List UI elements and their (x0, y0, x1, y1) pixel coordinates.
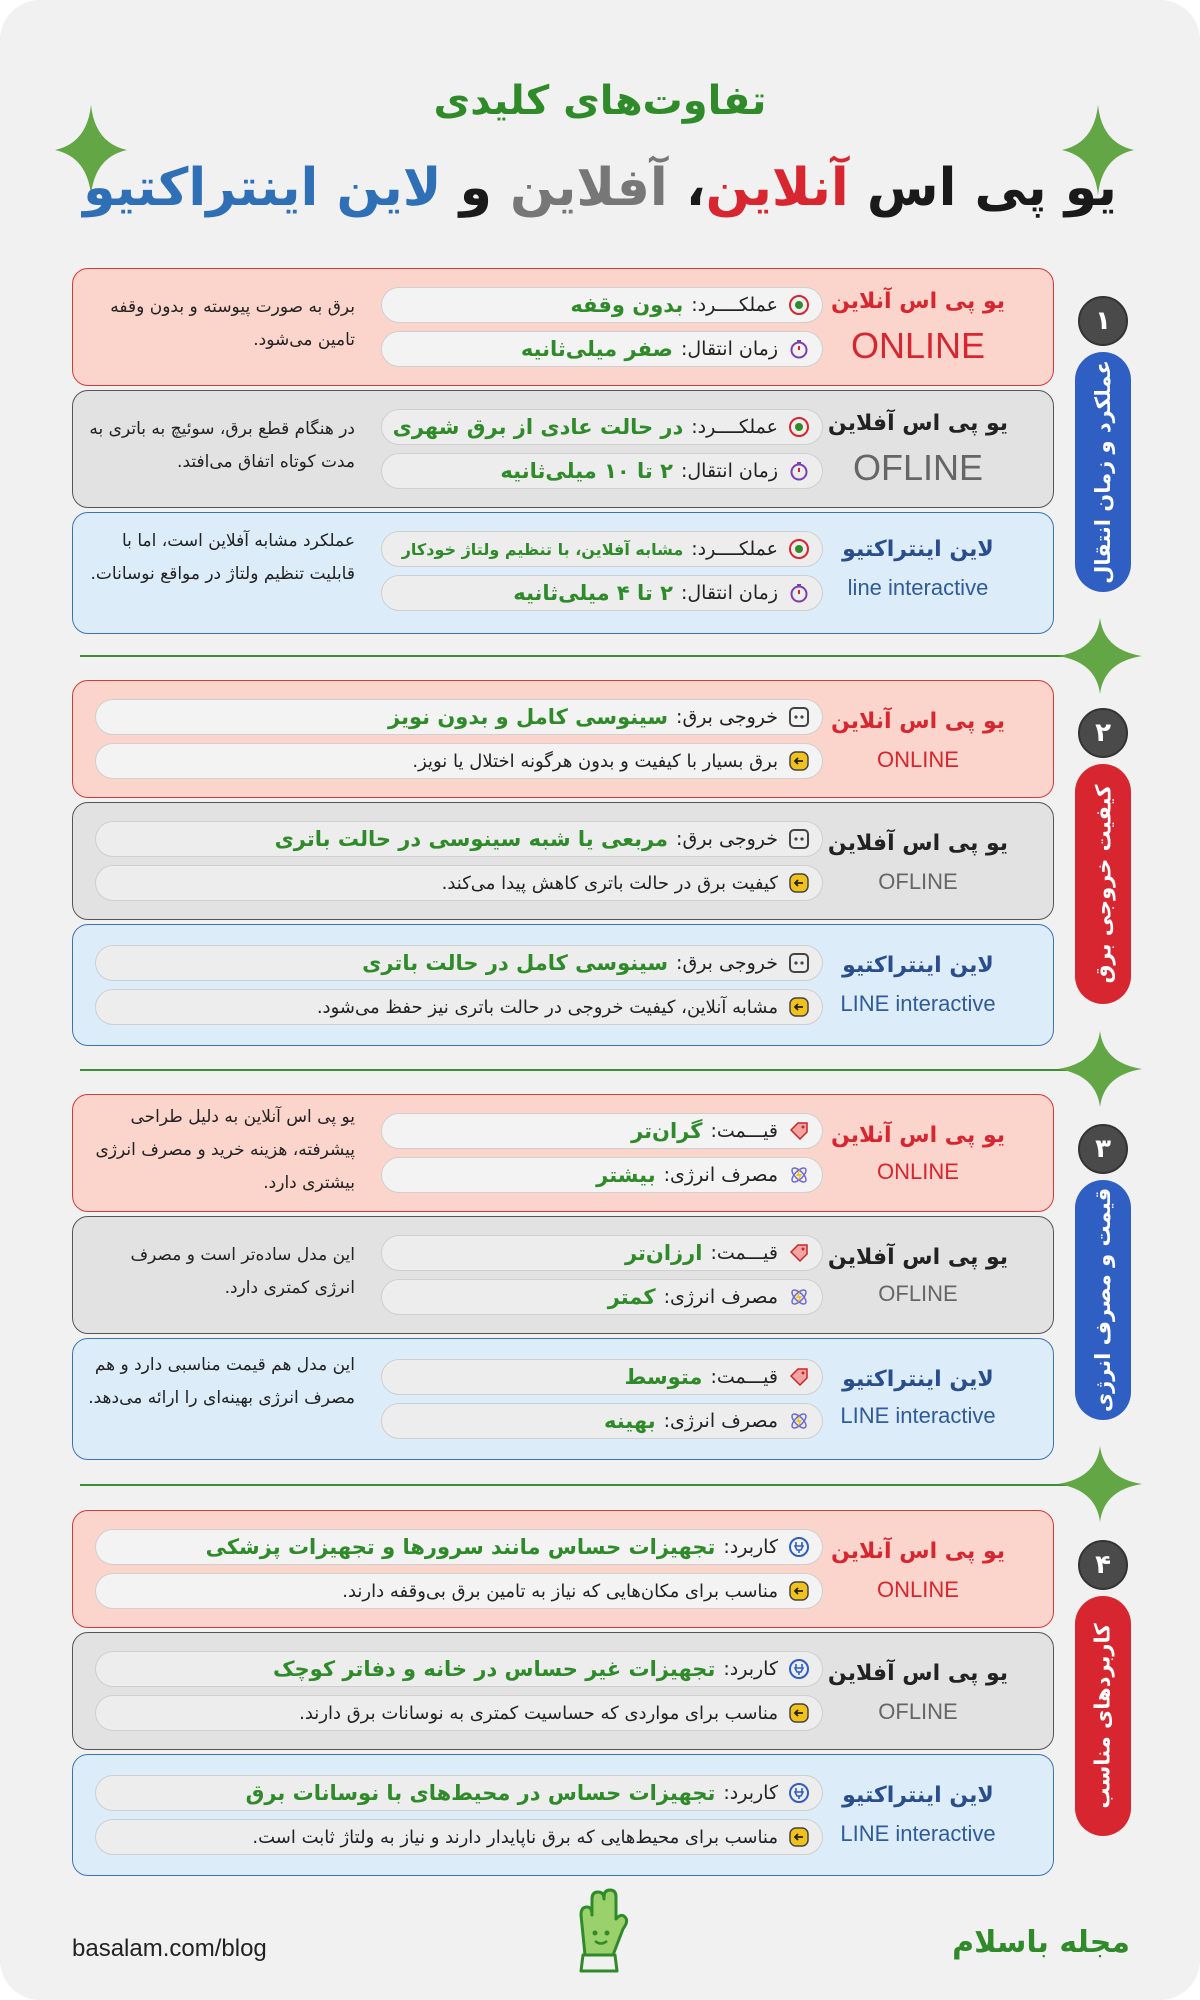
arrow-left-icon (788, 1702, 810, 1724)
card-subtitle: OFLINE (852, 447, 984, 488)
card-line-interactive (72, 512, 1054, 634)
plug-icon (788, 1536, 810, 1558)
info-row: عملکــــرد: در حالت عادی از برق شهری (381, 409, 823, 445)
card-note: در هنگام قطع برق، سوئیچ به باتری به مدت کوتاه اتفاق می‌افتد. (89, 419, 355, 472)
section-tab-price-energy: قیمت و مصرف انرژی (1075, 1180, 1131, 1420)
section-tab-applications: کاربردهای مناسب (1075, 1596, 1131, 1836)
card-note: عملکرد مشابه آفلاین است، اما با قابلیت تنظیم ولتاژ در مواقع نوسانات. (90, 531, 355, 584)
card-title: یو پی اس آنلاین (830, 1539, 1005, 1564)
info-row: مناسب برای مکان‌هایی که نیاز به تامین برق بی‌وقفه دارند. (95, 1573, 823, 1609)
power-outlet-icon (788, 952, 810, 974)
section-number: ۳ (1078, 1124, 1128, 1174)
plug-icon (788, 1782, 810, 1804)
price-tag-icon (788, 1366, 810, 1388)
card-subtitle: LINE interactive (840, 1403, 996, 1428)
info-row: زمان انتقال: ۲ تا ۴ میلی‌ثانیه (381, 575, 823, 611)
info-row: خروجی برق: سینوسی کامل در حالت باتری (95, 945, 823, 981)
card-line-interactive (72, 924, 1054, 1046)
card-title: یو پی اس آفلاین (827, 831, 1009, 856)
card-title: لاین اینتراکتیو (842, 1783, 994, 1808)
section-tab-output-quality: کیفیت خروجی برق (1075, 764, 1131, 1004)
card-title: لاین اینتراکتیو (842, 1367, 994, 1392)
energy-icon (788, 1286, 810, 1308)
card-subtitle: ONLINE (850, 325, 986, 366)
info-row: کاربرد: تجهیزات حساس مانند سرورها و تجهیزات پزشکی (95, 1529, 823, 1565)
card-title: یو پی اس آفلاین (827, 1661, 1009, 1686)
section-output-quality (72, 680, 1062, 1052)
info-row: عملکــــرد: مشابه آفلاین، با تنظیم ولتاژ خودکار (381, 531, 823, 567)
section-price-energy (72, 1094, 1062, 1466)
arrow-left-icon (788, 872, 810, 894)
card-title: یو پی اس آنلاین (830, 289, 1005, 314)
card-online (72, 268, 1054, 386)
divider (80, 1484, 1080, 1486)
info-row: قیـــمت: متوسط (381, 1359, 823, 1395)
mascot-hand-icon (565, 1885, 635, 1975)
plug-icon (788, 1658, 810, 1680)
stopwatch-icon (788, 460, 810, 482)
sparkle-icon (1058, 618, 1142, 694)
info-row: زمان انتقال: ۲ تا ۱۰ میلی‌ثانیه (381, 453, 823, 489)
card-note: یو پی اس آنلاین به دلیل طراحی پیشرفته، هزینه خرید و مصرف انرژی بیشتری دارد. (95, 1107, 355, 1193)
info-row: مناسب برای محیط‌هایی که برق ناپایدار دارند و نیاز به ولتاژ ثابت است. (95, 1819, 823, 1855)
card-title: یو پی اس آفلاین (827, 411, 1009, 436)
section-tab-performance: عملکرد و زمان انتقال (1075, 352, 1131, 592)
info-row: مناسب برای مواردی که حساسیت کمتری به نوسانات برق دارند. (95, 1695, 823, 1731)
info-row: مشابه آنلاین، کیفیت خروجی در حالت باتری نیز حفظ می‌شود. (95, 989, 823, 1025)
card-title: لاین اینتراکتیو (842, 953, 994, 978)
section-performance (72, 268, 1062, 640)
info-row: قیـــمت: گران‌تر (381, 1113, 823, 1149)
info-row: خروجی برق: مربعی یا شبه سینوسی در حالت باتری (95, 821, 823, 857)
info-row: کاربرد: تجهیزات حساس در محیط‌های با نوسانات برق (95, 1775, 823, 1811)
info-row: برق بسیار با کیفیت و بدون هرگونه اختلال یا نویز. (95, 743, 823, 779)
energy-icon (788, 1410, 810, 1432)
power-outlet-icon (788, 706, 810, 728)
card-note: برق به صورت پیوسته و بدون وقفه تامین می‌شود. (110, 297, 355, 350)
info-row: خروجی برق: سینوسی کامل و بدون نویز (95, 699, 823, 735)
card-title: لاین اینتراکتیو (842, 537, 994, 562)
stopwatch-icon (788, 338, 810, 360)
section-number: ۴ (1078, 1540, 1128, 1590)
info-row: مصرف انرژی: بیشتر (381, 1157, 823, 1193)
sparkle-icon (1058, 1031, 1142, 1107)
price-tag-icon (788, 1242, 810, 1264)
page-subtitle: یو پی اس آنلاین، آفلاین و لاین اینتراکتیو (83, 158, 1117, 218)
card-subtitle: LINE interactive (840, 1821, 996, 1846)
card-title: یو پی اس آنلاین (830, 1123, 1005, 1148)
section-number: ۱ (1078, 296, 1128, 346)
performance-icon (788, 538, 810, 560)
arrow-left-icon (788, 1826, 810, 1848)
arrow-left-icon (788, 750, 810, 772)
card-subtitle: ONLINE (877, 1577, 959, 1602)
card-offline (72, 1216, 1054, 1334)
arrow-left-icon (788, 1580, 810, 1602)
energy-icon (788, 1164, 810, 1186)
info-row: کیفیت برق در حالت باتری کاهش پیدا می‌کند. (95, 865, 823, 901)
card-subtitle: ONLINE (877, 747, 959, 772)
performance-icon (788, 416, 810, 438)
section-number: ۲ (1078, 708, 1128, 758)
card-note: این مدل ساده‌تر است و مصرف انرژی کمتری دارد. (130, 1245, 355, 1298)
arrow-left-icon (788, 996, 810, 1018)
card-line-interactive (72, 1338, 1054, 1460)
card-subtitle: OFLINE (878, 1281, 958, 1306)
card-subtitle: OFLINE (878, 1699, 958, 1724)
footer-url[interactable]: basalam.com/blog (72, 1935, 267, 1962)
card-online (72, 1094, 1054, 1212)
card-subtitle: LINE interactive (840, 991, 996, 1016)
section-applications (72, 1510, 1062, 1882)
card-title: یو پی اس آنلاین (830, 709, 1005, 734)
card-subtitle: ONLINE (877, 1159, 959, 1184)
card-line-interactive (72, 1754, 1054, 1876)
divider (80, 655, 1080, 657)
info-row: قیـــمت: ارزان‌تر (381, 1235, 823, 1271)
card-subtitle: line interactive (847, 575, 989, 600)
info-row: عملکــــرد: بدون وقفه (381, 287, 823, 323)
card-note: این مدل هم قیمت مناسبی دارد و هم مصرف انرژی بهینه‌ای را ارائه می‌دهد. (88, 1355, 355, 1408)
card-title: یو پی اس آفلاین (827, 1245, 1009, 1270)
power-outlet-icon (788, 828, 810, 850)
card-online (72, 680, 1054, 798)
sparkle-icon (1058, 1446, 1142, 1522)
price-tag-icon (788, 1120, 810, 1142)
info-row: مصرف انرژی: بهینه (381, 1403, 823, 1439)
card-offline (72, 390, 1054, 508)
brand-logo: مجله باسلام (952, 1925, 1130, 1960)
info-row: مصرف انرژی: کمتر (381, 1279, 823, 1315)
divider (80, 1069, 1080, 1071)
card-subtitle: OFLINE (878, 869, 958, 894)
info-row: زمان انتقال: صفر میلی‌ثانیه (381, 331, 823, 367)
performance-icon (788, 294, 810, 316)
stopwatch-icon (788, 582, 810, 604)
card-offline (72, 802, 1054, 920)
page-title: تفاوت‌های کلیدی (433, 78, 767, 124)
card-offline (72, 1632, 1054, 1750)
card-online (72, 1510, 1054, 1628)
info-row: کاربرد: تجهیزات غیر حساس در خانه و دفاتر کوچک (95, 1651, 823, 1687)
